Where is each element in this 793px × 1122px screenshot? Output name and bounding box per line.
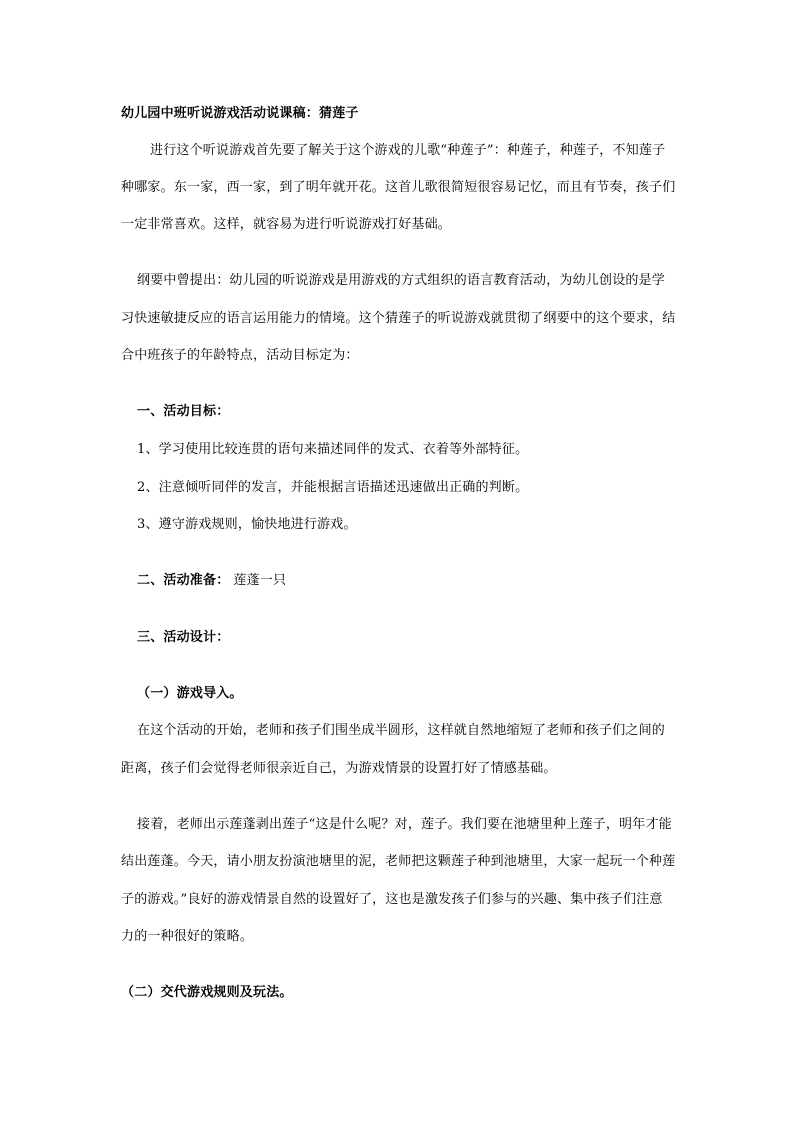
goal-item: 1、学习使用比较连贯的语句来描述同伴的发式、衣着等外部特征。 (137, 442, 529, 457)
document-title: 幼儿园中班听说游戏活动说课稿：猜莲子 (121, 106, 359, 121)
intro-line-3: 一定非常喜欢。这样，就容易为进行听说游戏打好基础。 (121, 217, 452, 232)
sub1-line-2: 距离，孩子们会觉得老师很亲近自己，为游戏情景的设置打好了情感基础。 (121, 761, 557, 776)
outline-line-3: 合中班孩子的年龄特点，活动目标定为： (121, 348, 359, 363)
goal-item: 2、注意倾听同伴的发言，并能根据言语描述迅速做出正确的判断。 (137, 480, 529, 495)
subsection-2-heading: （二）交代游戏规则及玩法。 (121, 985, 293, 1000)
section-design-heading: 三、活动设计： (137, 630, 230, 645)
section-preparation-heading: 二、活动准备： (137, 573, 230, 588)
sub1b-line-3: 子的游戏。”良好的游戏情景自然的设置好了，这也是激发孩子们参与的兴趣、集中孩子们注意 (121, 892, 663, 907)
sub1b-line-4: 力的一种很好的策略。 (121, 929, 254, 944)
section-preparation (137, 573, 286, 589)
goal-item: 3、遵守游戏规则，愉快地进行游戏。 (137, 517, 357, 532)
subsection-1-heading: （一）游戏导入。 (137, 686, 243, 701)
outline-line-1: 纲要中曾提出：幼儿园的听说游戏是用游戏的方式组织的语言教育活动，为幼儿创设的是学 (137, 273, 666, 288)
sub1-line-1: 在这个活动的开始，老师和孩子们围坐成半圆形，这样就自然地缩短了老师和孩子们之间的 (137, 723, 666, 738)
intro-line-1: 进行这个听说游戏首先要了解关于这个游戏的儿歌“种莲子”：种莲子，种莲子，不知莲子 (150, 143, 666, 158)
sub1b-line-2: 结出莲蓬。今天，请小朋友扮演池塘里的泥，老师把这颗莲子种到池塘里，大家一起玩一个种莲 (121, 854, 676, 869)
outline-line-2: 习快速敏捷反应的语言运用能力的情境。这个猜莲子的听说游戏就贯彻了纲要中的这个要求，结 (121, 311, 676, 326)
sub1b-line-1: 接着，老师出示莲蓬剥出莲子“这是什么呢？对，莲子。我们要在池塘里种上莲子，明年才能 (137, 817, 672, 832)
section-preparation-value: 莲蓬一只 (233, 573, 287, 588)
section-goals-heading: 一、活动目标： (137, 404, 230, 419)
intro-line-2: 种哪家。东一家，西一家，到了明年就开花。这首儿歌很简短很容易记忆，而且有节奏，孩子们 (121, 180, 676, 195)
